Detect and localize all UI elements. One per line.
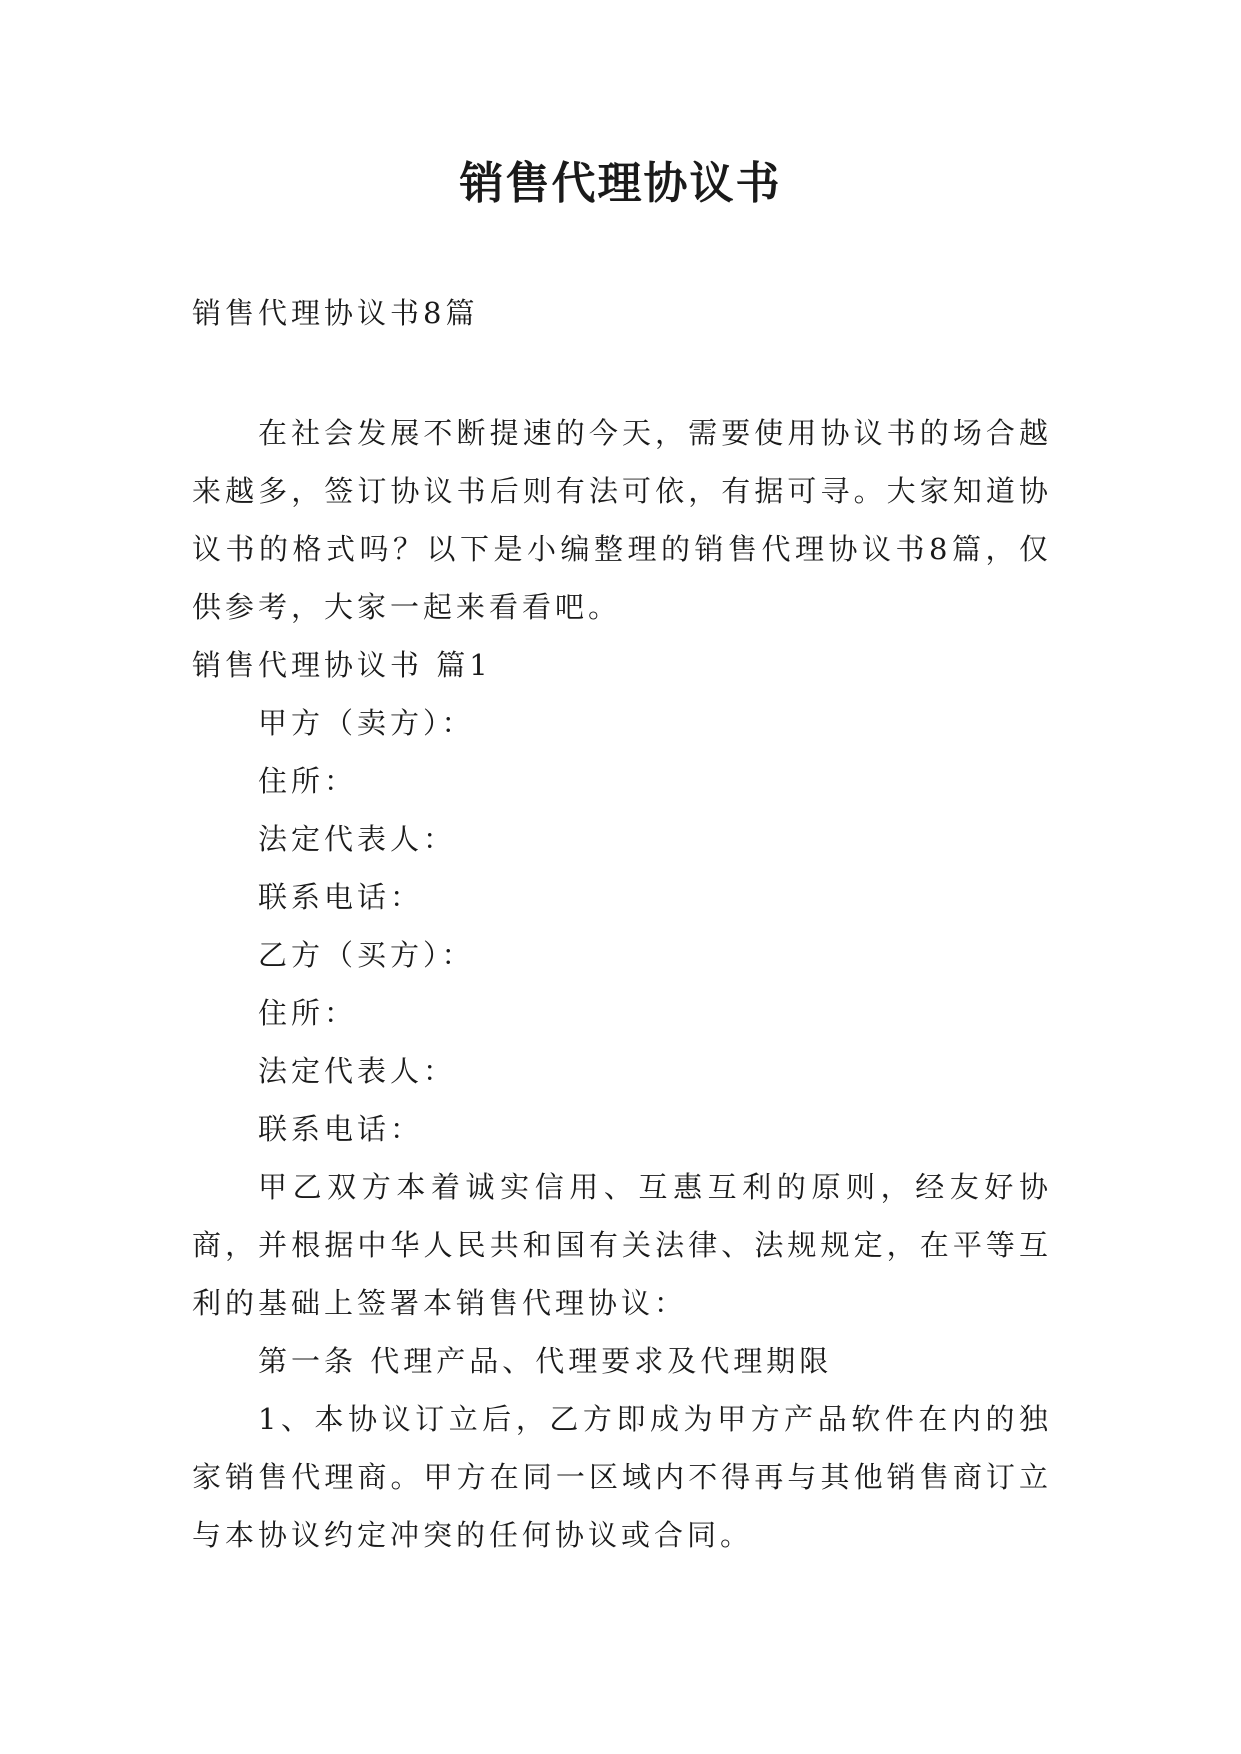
intro-paragraph: 在社会发展不断提速的今天，需要使用协议书的场合越来越多，签订协议书后则有法可依，有据可寻。大家知道协议书的格式吗？以下是小编整理的销售代理协议书8篇，仅供参考，大家一起来看看吧。 [192, 416, 1052, 624]
party-b-phone: 联系电话： [258, 1112, 424, 1146]
party-a-label: 甲方（卖方）： [258, 706, 475, 740]
section-heading: 销售代理协议书 篇1 [192, 648, 492, 682]
party-a-phone: 联系电话： [258, 880, 424, 914]
document-subtitle: 销售代理协议书8篇 [192, 296, 479, 330]
party-b-address: 住所： [258, 996, 358, 1030]
document-title: 销售代理协议书 [459, 158, 782, 209]
article-one-heading: 第一条 代理产品、代理要求及代理期限 [258, 1344, 833, 1378]
article-one-clause-1: 1、本协议订立后，乙方即成为甲方产品软件在内的独家销售代理商。甲方在同一区域内不得再与其他销售商订立与本协议约定冲突的任何协议或合同。 [192, 1402, 1052, 1552]
party-a-representative: 法定代表人： [258, 822, 457, 856]
agreement-preamble: 甲乙双方本着诚实信用、互惠互利的原则，经友好协商，并根据中华人民共和国有关法律、法规规定，在平等互利的基础上签署本销售代理协议： [192, 1170, 1052, 1320]
document-body [192, 404, 1052, 1564]
party-b-label: 乙方（买方）： [258, 938, 475, 972]
party-b-representative: 法定代表人： [258, 1054, 457, 1088]
party-a-address: 住所： [258, 764, 358, 798]
